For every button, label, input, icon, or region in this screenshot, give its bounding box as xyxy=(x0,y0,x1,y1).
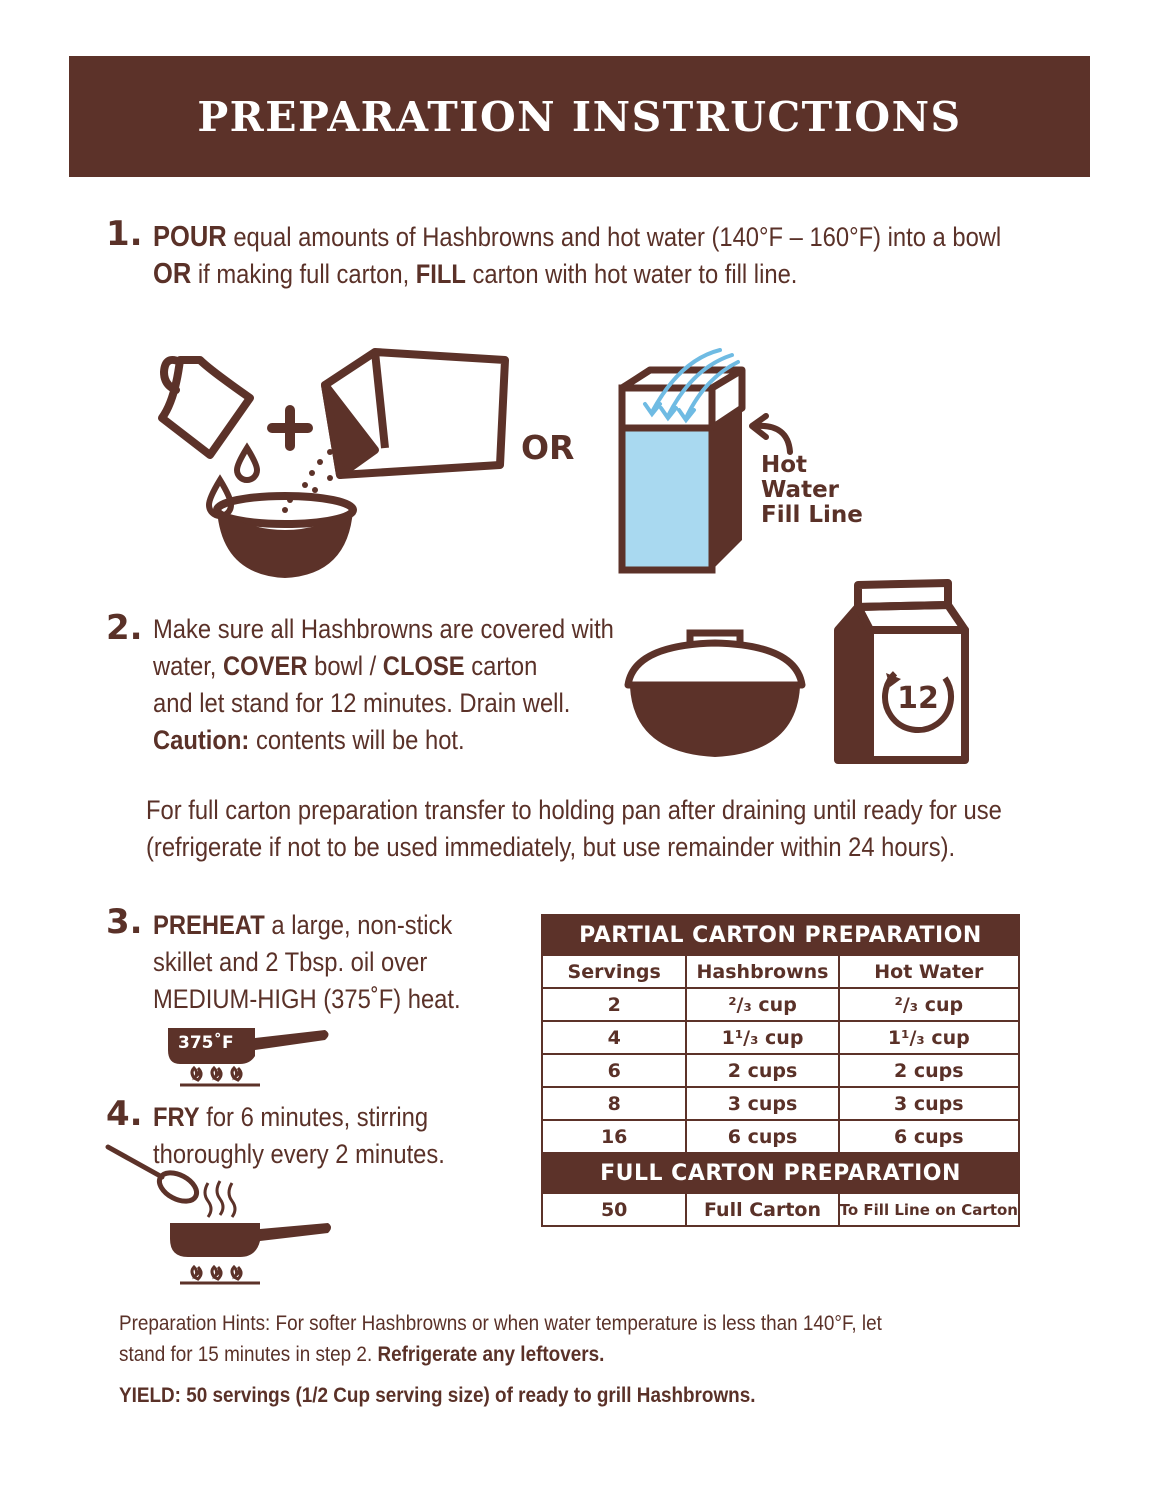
servings-cell: 8 xyxy=(542,1087,686,1120)
fill-label-water: Water xyxy=(761,477,840,503)
water-drop-icon xyxy=(237,448,257,480)
step-3-line-2: skillet and 2 Tbsp. oil over xyxy=(153,947,428,977)
fill-line-label xyxy=(761,453,863,528)
step-3-line-1-text: a large, non-stick xyxy=(264,910,453,940)
fry-keyword: FRY xyxy=(153,1102,200,1132)
partial-carton-title: PARTIAL CARTON PREPARATION xyxy=(542,915,1019,955)
servings-cell: 50 xyxy=(542,1193,686,1226)
step-2-illustration xyxy=(620,575,980,775)
hot-water-cell: 3 cups xyxy=(839,1087,1019,1120)
fill-label-fill-line: Fill Line xyxy=(761,502,863,528)
hot-water-cell: 2 cups xyxy=(839,1054,1019,1087)
hashbrowns-cell: 2 cups xyxy=(686,1054,838,1087)
preparation-hints-line-1: Preparation Hints: For softer Hashbrowns or when water temperature is less than 140°F, let xyxy=(119,1312,882,1335)
step-1-line-1 xyxy=(153,219,1001,256)
hot-water-cell: To Fill Line on Carton xyxy=(839,1193,1019,1226)
table-row xyxy=(542,1021,1019,1054)
curved-arrow-icon xyxy=(752,416,790,452)
step-2-number: 2. xyxy=(106,608,143,648)
step-2-line-2-text-mid: bowl / xyxy=(307,651,383,681)
full-carton-note-line-2: (refrigerate if not to be used immediately, but use remainder within 24 hours). xyxy=(146,832,956,862)
cover-keyword: COVER xyxy=(223,651,308,681)
step-2-line-4 xyxy=(153,722,465,759)
preheat-keyword: PREHEAT xyxy=(153,910,265,940)
steam-icon xyxy=(205,1181,235,1217)
step-3-number: 3. xyxy=(106,902,143,942)
step-4-line-1-text: for 6 minutes, stirring xyxy=(199,1102,429,1132)
step-3-line-3: MEDIUM-HIGH (375˚F) heat. xyxy=(153,984,461,1014)
table-row xyxy=(542,1120,1019,1153)
page-title: PREPARATION INSTRUCTIONS xyxy=(197,92,962,141)
hashbrowns-cell: ²/₃ cup xyxy=(686,988,838,1021)
fill-keyword: FILL xyxy=(415,259,466,289)
tilted-carton-icon xyxy=(325,352,505,475)
step-4-line-2: thoroughly every 2 minutes. xyxy=(153,1139,445,1169)
step-3-line-1 xyxy=(153,907,452,944)
step-2-line-2 xyxy=(153,648,537,685)
header-servings: Servings xyxy=(542,955,686,988)
step-1-number: 1. xyxy=(106,214,143,254)
step-2-line-2-text-end: carton xyxy=(464,651,538,681)
servings-cell: 2 xyxy=(542,988,686,1021)
full-carton-title: FULL CARTON PREPARATION xyxy=(542,1153,1019,1193)
step-1-line-2 xyxy=(153,256,797,293)
step-2-line-3: and let stand for 12 minutes. Drain well. xyxy=(153,688,571,718)
servings-cell: 6 xyxy=(542,1054,686,1087)
table-row xyxy=(542,1087,1019,1120)
header-hot-water: Hot Water xyxy=(839,955,1019,988)
step-1-line-2-text: if making full carton, xyxy=(191,259,416,289)
flame-icon xyxy=(192,1068,241,1080)
table-row xyxy=(542,988,1019,1021)
step-1-line-2-text-end: carton with hot water to fill line. xyxy=(465,259,798,289)
step-2-line-4-text: contents will be hot. xyxy=(249,725,465,755)
servings-cell: 4 xyxy=(542,1021,686,1054)
step-1-line-1-text: equal amounts of Hashbrowns and hot water (140°F – 160°F) into a bowl xyxy=(226,222,1002,252)
close-keyword: CLOSE xyxy=(382,651,465,681)
hot-water-cell: 1¹/₃ cup xyxy=(839,1021,1019,1054)
step-4-line-1 xyxy=(153,1099,428,1136)
hashbrown-particles-icon xyxy=(282,449,333,513)
title-banner xyxy=(69,56,1090,177)
hashbrowns-cell: Full Carton xyxy=(686,1193,838,1226)
pan-temperature-label: 375˚F xyxy=(178,1033,234,1053)
or-keyword: OR xyxy=(153,258,192,290)
carton-preparation-table xyxy=(541,914,1020,1227)
hashbrowns-cell: 1¹/₃ cup xyxy=(686,1021,838,1054)
pour-keyword: POUR xyxy=(153,221,227,253)
covered-bowl-icon xyxy=(628,633,802,757)
fill-label-hot: Hot xyxy=(761,452,808,478)
timer-minutes-label: 12 xyxy=(897,681,939,716)
step-2-line-1: Make sure all Hashbrowns are covered with xyxy=(153,614,614,644)
table-row xyxy=(542,1054,1019,1087)
hot-water-cell: ²/₃ cup xyxy=(839,988,1019,1021)
hot-water-cell: 6 cups xyxy=(839,1120,1019,1153)
yield-statement: YIELD: 50 servings (1/2 Cup serving size) of ready to grill Hashbrowns. xyxy=(119,1384,756,1407)
preparation-hints-line-2-text: stand for 15 minutes in step 2. xyxy=(119,1343,378,1366)
preparation-hints-line-2 xyxy=(119,1339,604,1370)
frying-pan-with-spoon-icon xyxy=(100,1135,340,1285)
or-label: OR xyxy=(521,428,575,467)
closed-carton-icon xyxy=(838,583,965,760)
measuring-cup-icon xyxy=(162,360,250,455)
table-row xyxy=(542,1193,1019,1226)
servings-cell: 16 xyxy=(542,1120,686,1153)
spoon-icon xyxy=(108,1147,201,1207)
header-hashbrowns: Hashbrowns xyxy=(686,955,838,988)
plus-icon xyxy=(272,410,308,446)
step-2-line-2-text: water, xyxy=(153,651,224,681)
skillet-on-burner-icon xyxy=(160,1020,335,1090)
step-4-number: 4. xyxy=(106,1094,143,1134)
fill-carton-icon xyxy=(622,370,742,570)
hashbrowns-cell: 3 cups xyxy=(686,1087,838,1120)
full-carton-note-line-1: For full carton preparation transfer to holding pan after draining until ready for use xyxy=(146,795,1002,825)
refrigerate-note: Refrigerate any leftovers. xyxy=(377,1343,605,1366)
hashbrowns-cell: 6 cups xyxy=(686,1120,838,1153)
caution-keyword: Caution: xyxy=(153,725,250,755)
